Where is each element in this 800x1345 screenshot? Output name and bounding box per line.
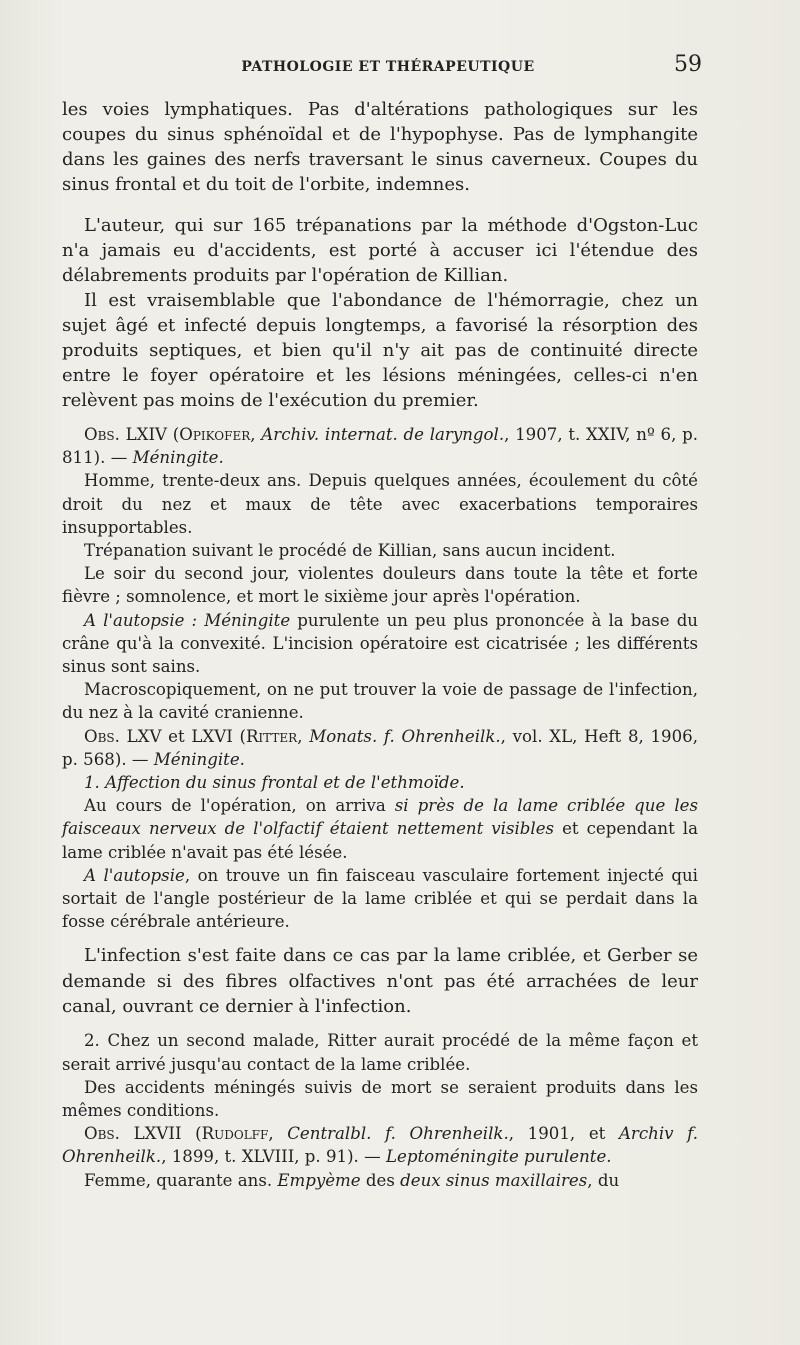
obs-label: Obs. [84, 425, 120, 444]
page-body [62, 97, 698, 1192]
autopsy-lead: A l'autopsie : Méningite [84, 610, 291, 630]
obs-author: Opikofer [179, 425, 251, 444]
paragraph-woman [62, 1169, 698, 1192]
paragraph-case-2: 2. Chez un second malade, Ritter aurait procédé de la même façon et serait arrivé jusqu'au contact de la lame criblée. [62, 1031, 698, 1074]
paragraph-meningeal: Des accidents méningés suivis de mort se seraient produits dans les mêmes conditions. [62, 1077, 698, 1120]
operation-lead: Au cours de l'opération, on arriva [84, 796, 395, 816]
running-title: PATHOLOGIE ET THÉRAPEUTIQUE [241, 59, 535, 75]
woman-lead: Femme, quarante ans. [84, 1170, 278, 1190]
woman-mid: des [360, 1170, 401, 1190]
obs-mid: , 1901, et [508, 1124, 619, 1144]
page-header [62, 52, 702, 77]
obs-reference: , vol. XL, Heft 8, 1906, p. 568). — [62, 726, 698, 769]
obs-title: Méningite. [153, 749, 245, 769]
obs-label: Obs. [84, 1124, 120, 1144]
obs-author: Ritter [245, 726, 298, 746]
woman-rest: , du [587, 1170, 620, 1190]
paragraph-infection-path: L'infection s'est faite dans ce cas par la lame criblée, et Gerber se demande si des fibres olfactives n'ont pas été arrachées de leur canal, ouvrant ce dernier à l'infection. [62, 945, 698, 1018]
autopsy-2-text: , on trouve un fin faisceau vasculaire fortement injecté qui sortait de l'angle postérieur de la lame criblée et qui se perdait dans la fosse cérébrale antérieure. [62, 865, 698, 932]
obs-journal: Monats. f. Ohrenheilk. [309, 726, 501, 746]
paragraph-patient: Homme, trente-deux ans. Depuis quelques années, écoulement du côté droit du nez et maux de tête avec exacerbations temporaires insupportables. [62, 471, 698, 537]
operation-italic: si près de la lame criblée que les faisceaux nerveux de l'olfactif étaient nettement visibles [62, 796, 698, 839]
paragraph-hemorrhage: Il est vraisemblable que l'abondance de l'hémorragie, chez un sujet âgé et infecté depuis longtemps, a favorisé la résorption des produits septiques, et bien qu'il n'y ait pas de continuité directe entre le foyer opératoire et les lésions méningées, celles-ci n'en relèvent pas moins de l'exécution du premier. [62, 290, 698, 411]
paragraph-evolution: Le soir du second jour, violentes douleurs dans toute la tête et forte fièvre ; somnolence, et mort le sixième jour après l'opération. [62, 564, 698, 607]
paragraph-autopsy-2 [62, 864, 698, 934]
obs-title: Leptoméningite purulente. [385, 1147, 612, 1167]
operation-rest: et cependant la lame criblée n'avait pas été lésée. [62, 819, 698, 862]
page-number: 59 [674, 52, 702, 77]
autopsy-2-lead: A l'autopsie [84, 865, 185, 885]
observation-65-heading: Obs. LXV et LXVI (Ritter, Monats. f. Ohrenheilk., vol. XL, Heft 8, 1906, p. 568). — Méningite. [62, 726, 698, 769]
obs-reference: , 1899, t. XLVIII, p. 91). — [161, 1147, 386, 1167]
paragraph-case-1 [62, 771, 698, 794]
obs-title: Méningite. [132, 448, 224, 468]
obs-number: LXV et LXVI ( [126, 726, 246, 746]
paragraph-author-opinion: L'auteur, qui sur 165 trépanations par la méthode d'Ogston-Luc n'a jamais eu d'accidents, est porté à accuser ici l'étendue des délabrements produits par l'opération de Killian. [62, 215, 698, 286]
obs-number: LXIV ( [125, 425, 180, 444]
paragraph-autopsy [62, 609, 698, 679]
paragraph-trepanation: Trépanation suivant le procédé de Killian, sans aucun incident. [84, 541, 616, 561]
autopsy-text: purulente un peu plus prononcée à la base du crâne qu'à la convexité. L'incision opératoire est cicatrisée ; les différents sinus sont sains. [62, 610, 698, 677]
paragraph-macroscopic: Macroscopiquement, on ne put trouver la voie de passage de l'infection, du nez à la cavité cranienne. [62, 680, 698, 723]
woman-italic-1: Empyème [277, 1170, 361, 1190]
obs-author: Rudolff [201, 1124, 269, 1144]
observation-64-heading: Obs. LXIV (Opikofer, Archiv. internat. de laryngol., 1907, t. XXIV, nº 6, p. 811). — Méningite. [62, 425, 698, 468]
paragraph-continuation: les voies lymphatiques. Pas d'altérations pathologiques sur les coupes du sinus sphénoïdal et de l'hypophyse. Pas de lymphangite dans les gaines des nerfs traversant le sinus caverneux. Coupes du sinus frontal et du toit de l'orbite, indemnes. [62, 99, 698, 195]
obs-number: LXVII ( [133, 1124, 202, 1144]
obs-journal-2: Archiv f. Ohrenheilk. [62, 1124, 698, 1167]
case-1-text: 1. Affection du sinus frontal et de l'ethmoïde. [84, 773, 465, 793]
obs-journal: Archiv. internat. de laryngol. [261, 425, 505, 444]
paragraph-operation [62, 794, 698, 864]
observation-67-heading: Obs. LXVII (Rudolff, Centralbl. f. Ohrenheilk., 1901, et Archiv f. Ohrenheilk., 1899, t. XLVIII, p. 91). — Leptoméningite purulente. [62, 1124, 698, 1167]
obs-reference: , 1907, t. XXIV, nº 6, p. 811). — [62, 425, 698, 468]
obs-journal-1: Centralbl. f. Ohrenheilk. [287, 1124, 509, 1144]
obs-label: Obs. [84, 726, 120, 746]
woman-italic-2: deux sinus maxillaires [400, 1170, 588, 1190]
